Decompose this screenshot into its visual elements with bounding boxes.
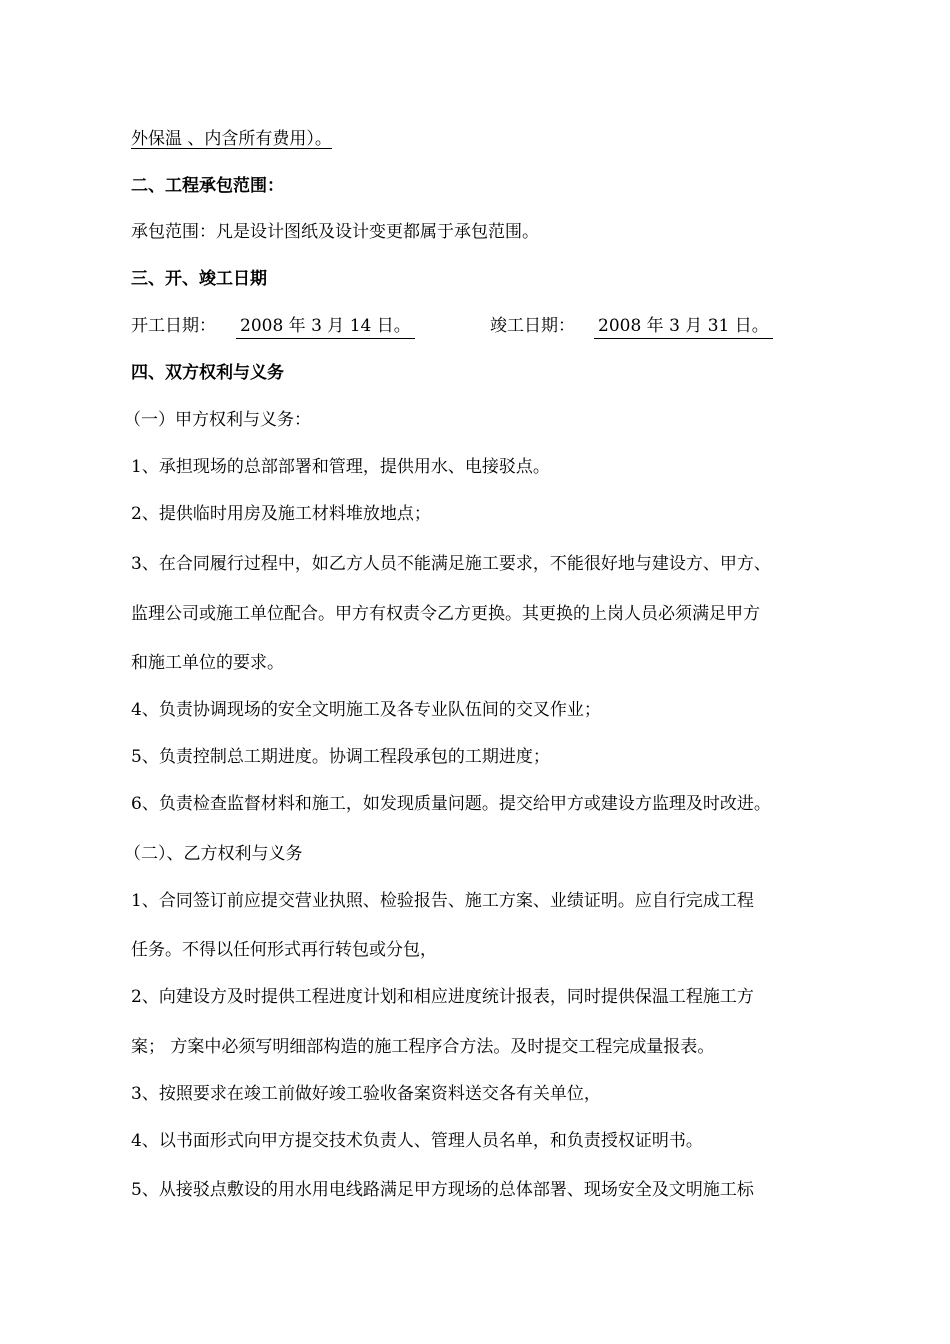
subsection-heading-party-a: （一）甲方权利与义务： xyxy=(124,410,311,430)
list-item: 3、按照要求在竣工前做好竣工验收备案资料送交各有关单位， xyxy=(131,1084,601,1104)
end-date-value: 2008 年 3 月 31 日。 xyxy=(594,315,773,339)
list-item-continuation: 任务。不得以任何形式再行转包或分包， xyxy=(131,940,437,960)
text-line: 外保温 、内含所有费用）。 xyxy=(131,129,332,149)
end-date-label: 竣工日期： xyxy=(490,316,575,336)
section-heading-rights: 四、双方权利与义务 xyxy=(131,363,284,383)
list-item: 3、在合同履行过程中，如乙方人员不能满足施工要求，不能很好地与建设方、甲方、 xyxy=(131,554,771,574)
subsection-heading-party-b: （二）、乙方权利与义务 xyxy=(124,844,303,864)
list-item: 1、合同签订前应提交营业执照、检验报告、施工方案、业绩证明。应自行完成工程 xyxy=(131,891,754,911)
list-item: 5、负责控制总工期进度。协调工程段承包的工期进度； xyxy=(131,747,550,767)
text-line: 承包范围：凡是设计图纸及设计变更都属于承包范围。 xyxy=(131,222,539,242)
list-item-continuation: 案； 方案中必须写明细部构造的施工程序合方法。及时提交工程完成量报表。 xyxy=(131,1037,715,1057)
section-heading-scope: 二、工程承包范围： xyxy=(131,176,284,196)
start-date-label: 开工日期： xyxy=(131,316,216,336)
list-item: 2、向建设方及时提供工程进度计划和相应进度统计报表，同时提供保温工程施工方 xyxy=(131,987,754,1007)
list-item: 1、承担现场的总部部署和管理，提供用水、电接驳点。 xyxy=(131,457,550,477)
list-item: 4、以书面形式向甲方提交技术负责人、管理人员名单，和负责授权证明书。 xyxy=(131,1131,703,1151)
list-item-continuation: 监理公司或施工单位配合。甲方有权责令乙方更换。其更换的上岗人员必须满足甲方 xyxy=(131,604,760,624)
list-item: 6、负责检查监督材料和施工，如发现质量问题。提交给甲方或建设方监理及时改进。 xyxy=(131,794,771,814)
start-date-value: 2008 年 3 月 14 日。 xyxy=(236,315,415,339)
section-heading-dates: 三、开、竣工日期 xyxy=(131,269,267,289)
list-item: 4、负责协调现场的安全文明施工及各专业队伍间的交叉作业； xyxy=(131,700,601,720)
list-item-continuation: 和施工单位的要求。 xyxy=(131,653,284,673)
list-item: 5、从接驳点敷设的用水用电线路满足甲方现场的总体部署、现场安全及文明施工标 xyxy=(131,1180,754,1200)
list-item: 2、提供临时用房及施工材料堆放地点； xyxy=(131,504,431,524)
